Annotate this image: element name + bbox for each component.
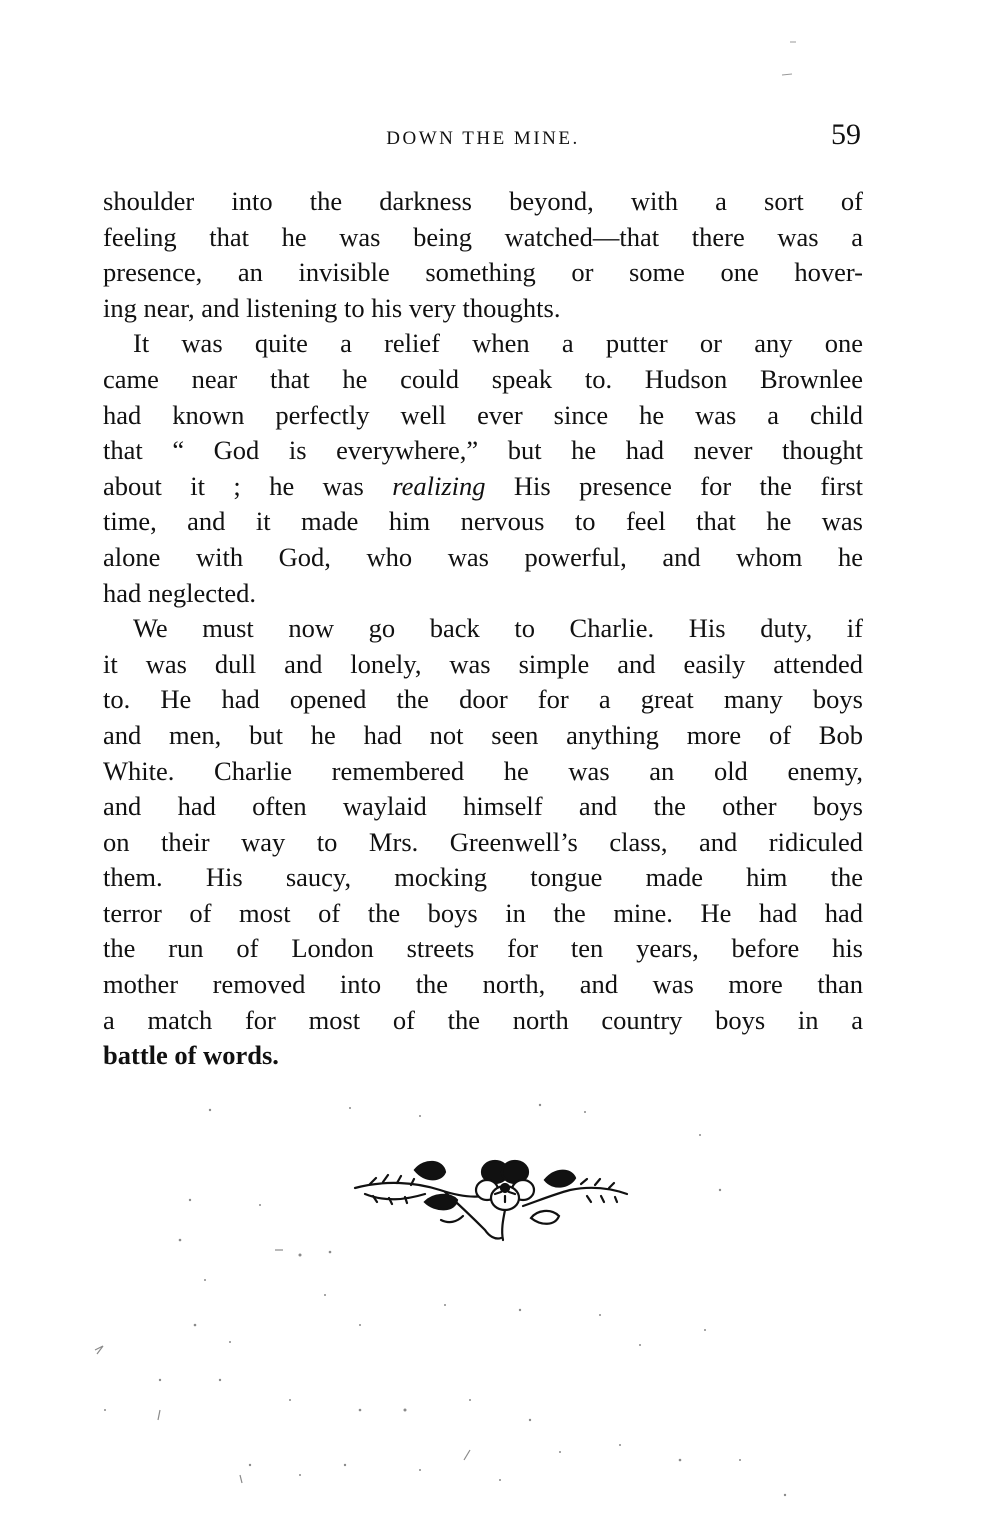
text-line: it was dull and lonely, was simple and easily attended bbox=[103, 648, 863, 679]
body-text bbox=[103, 184, 863, 1074]
paper-specks-top bbox=[770, 30, 830, 90]
running-title: DOWN THE MINE. bbox=[386, 128, 580, 149]
text-line: that “ God is everywhere,” but he had never thought bbox=[103, 435, 863, 466]
text-line: terror of most of the boys in the mine. He had had bbox=[103, 897, 863, 928]
page-number: 59 bbox=[831, 118, 861, 151]
text-fragment: about it ; he was bbox=[103, 470, 364, 501]
paper-specks bbox=[0, 1080, 1000, 1519]
text-line: presence, an invisible something or some one hover- bbox=[103, 257, 863, 288]
text-line: on their way to Mrs. Greenwell’s class, and ridiculed bbox=[103, 826, 863, 857]
text-line: alone with God, who was powerful, and whom he bbox=[103, 541, 863, 572]
text-line: shoulder into the darkness beyond, with a sort of bbox=[103, 186, 863, 216]
running-head bbox=[103, 118, 863, 158]
text-line: We must now go back to Charlie. His duty, if bbox=[133, 613, 863, 644]
text-line: a match for most of the north country boys in a bbox=[103, 1004, 863, 1035]
text-line: feeling that he was being watched—that there was a bbox=[103, 221, 863, 252]
text-line: and men, but he had not seen anything more of Bob bbox=[103, 719, 863, 750]
text-line: White. Charlie remembered he was an old enemy, bbox=[103, 755, 863, 786]
text-line: came near that he could speak to. Hudson Brownlee bbox=[103, 363, 863, 394]
text-line: the run of London streets for ten years, before his bbox=[103, 933, 863, 964]
text-line: to. He had opened the door for a great many boys bbox=[103, 684, 863, 715]
text-line: them. His saucy, mocking tongue made him the bbox=[103, 862, 863, 893]
text-line: It was quite a relief when a putter or any one bbox=[133, 328, 863, 359]
italic-word: realizing bbox=[392, 470, 486, 501]
text-line: ing near, and listening to his very thoughts. bbox=[103, 292, 561, 323]
text-line: and had often waylaid himself and the other boys bbox=[103, 791, 863, 822]
text-fragment: His presence for the first bbox=[513, 470, 864, 501]
text-line: battle of words. bbox=[103, 1040, 279, 1071]
text-line: mother removed into the north, and was more than bbox=[103, 969, 863, 1000]
text-line: had neglected. bbox=[103, 577, 257, 608]
text-line: time, and it made him nervous to feel that he was bbox=[103, 506, 863, 537]
text-line-mixed bbox=[103, 469, 863, 505]
text-line: had known perfectly well ever since he was a child bbox=[103, 399, 863, 430]
